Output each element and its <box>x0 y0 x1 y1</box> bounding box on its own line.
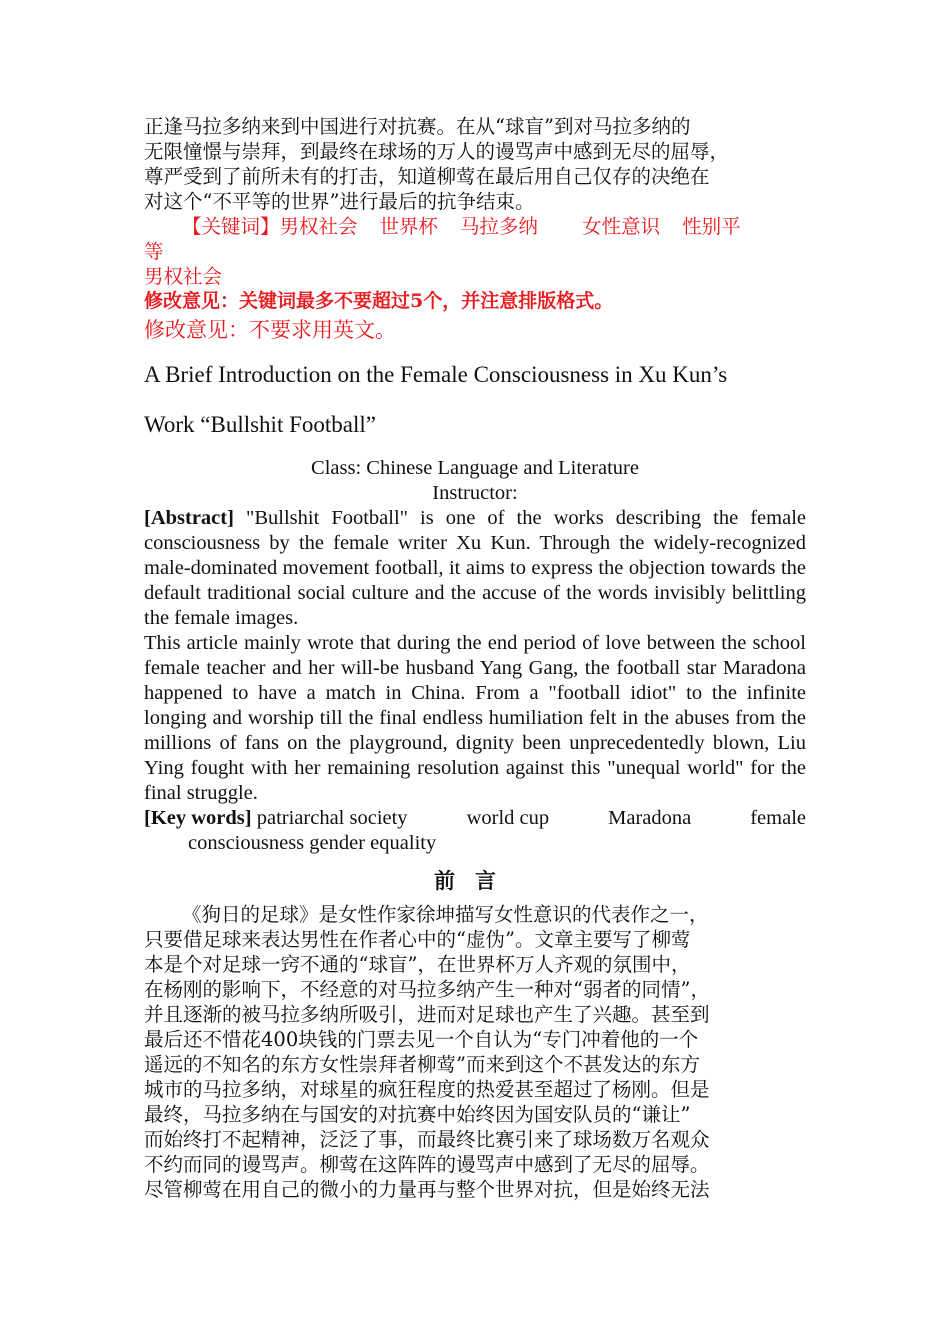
preface-line: 尽管柳莺在用自己的微小的力量再与整个世界对抗，但是始终无法 <box>144 1178 710 1201</box>
preface-heading: 前言 <box>434 868 516 893</box>
keyword-en-1: patriarchal society <box>256 807 408 829</box>
document-body <box>144 114 806 1202</box>
summary-line-1: 正逢马拉多纳来到中国进行对抗赛。在从“球盲”到对马拉多纳的 <box>144 115 691 138</box>
keyword-en-4: female <box>750 807 806 829</box>
preface-line: 《狗日的足球》是女性作家徐坤描写女性意识的代表作之一， <box>182 903 709 926</box>
preface-line: 只要借足球来表达男性在作者心中的“虚伪”。文章主要写了柳莺 <box>144 928 691 951</box>
preface-line: 不约而同的谩骂声。柳莺在这阵阵的谩骂声中感到了无尽的屈辱。 <box>144 1153 710 1176</box>
keywords-en <box>144 806 806 831</box>
revision-note-2: 修改意见：不要求用英文。 <box>144 318 396 342</box>
revision-note-1: 修改意见：关键词最多不要超过5个，并注意排版格式。 <box>144 290 614 312</box>
summary-line-3: 尊严受到了前所未有的打击，知道柳莺在最后用自己仅存的决绝在 <box>144 165 710 188</box>
preface-line: 在杨刚的影响下，不经意的对马拉多纳产生一种对“弱者的同情”， <box>144 978 710 1001</box>
keyword-cn-4: 女性意识 <box>582 215 661 238</box>
keyword-cn-5: 性别平 <box>682 215 741 238</box>
abstract-text: "Bullshit Football" is one of the works describing the female consciousness by the female writer Xu Kun. Through the widely-recognized male-dominated movement football, it aims to express the objection towards the default traditional social culture and the accuse of the words invisibly belittling the female images. <box>144 507 806 629</box>
keyword-en-2: world cup <box>466 807 550 829</box>
preface-line: 最后还不惜花400块钱的门票去见一个自认为“专门冲着他的一个 <box>144 1028 699 1051</box>
keyword-cn-1: 男权社会 <box>279 215 358 238</box>
preface-line: 城市的马拉多纳，对球星的疯狂程度的热爱甚至超过了杨刚。但是 <box>144 1078 710 1101</box>
preface-line: 本是个对足球一窍不通的“球盲”，在世界杯万人齐观的氛围中， <box>144 953 691 976</box>
preface-body <box>144 902 806 1202</box>
class-line: Class: Chinese Language and Literature <box>311 457 639 479</box>
summary-line-4: 对这个“不平等的世界”进行最后的抗争结束。 <box>144 190 535 213</box>
abstract-paragraph-2: This article mainly wrote that during the end period of love between the school female teacher and her will-be husband Yang Gang, the football star Maradona happened to have a match in China. From a "football idiot" to the infinite longing and worship till the final endless humiliation felt in the abuses from the millions of fans on the playground, dignity been unprecedentedly blown, Liu Ying fought with her remaining resolution against this "unequal world" for the final struggle. <box>144 632 806 804</box>
keywords-cn-wrap-1: 等 <box>144 240 164 263</box>
preface-line: 遥远的不知名的东方女性崇拜者柳莺”而来到这个不甚发达的东方 <box>144 1053 700 1076</box>
keyword-cn-2: 世界杯 <box>379 215 439 238</box>
abstract-label: [Abstract] <box>144 507 234 529</box>
keyword-en-3: Maradona <box>608 807 692 829</box>
preface-line: 最终，马拉多纳在与国安的对抗赛中始终因为国安队员的“谦让” <box>144 1103 691 1126</box>
keywords-cn-label: 【关键词】 <box>182 215 280 238</box>
keywords-cn <box>144 214 806 239</box>
keywords-cn-wrap-2: 男权社会 <box>144 265 223 288</box>
keyword-cn-3: 马拉多纳 <box>460 215 539 238</box>
preface-line: 并且逐渐的被马拉多纳所吸引，进而对足球也产生了兴趣。甚至到 <box>144 1003 710 1026</box>
english-title-line-1: A Brief Introduction on the Female Consciousness in Xu Kun’s <box>144 362 728 387</box>
abstract-paragraph <box>144 506 806 631</box>
preface-line: 而始终打不起精神，泛泛了事，而最终比赛引来了球场数万名观众 <box>144 1128 710 1151</box>
keywords-en-line-2: consciousness gender equality <box>188 832 437 854</box>
instructor-line: Instructor: <box>432 482 518 504</box>
keywords-en-label: [Key words] <box>144 807 252 829</box>
summary-line-2: 无限憧憬与崇拜，到最终在球场的万人的谩骂声中感到无尽的屈辱， <box>144 140 730 163</box>
english-title-line-2: Work “Bullshit Football” <box>144 412 376 437</box>
